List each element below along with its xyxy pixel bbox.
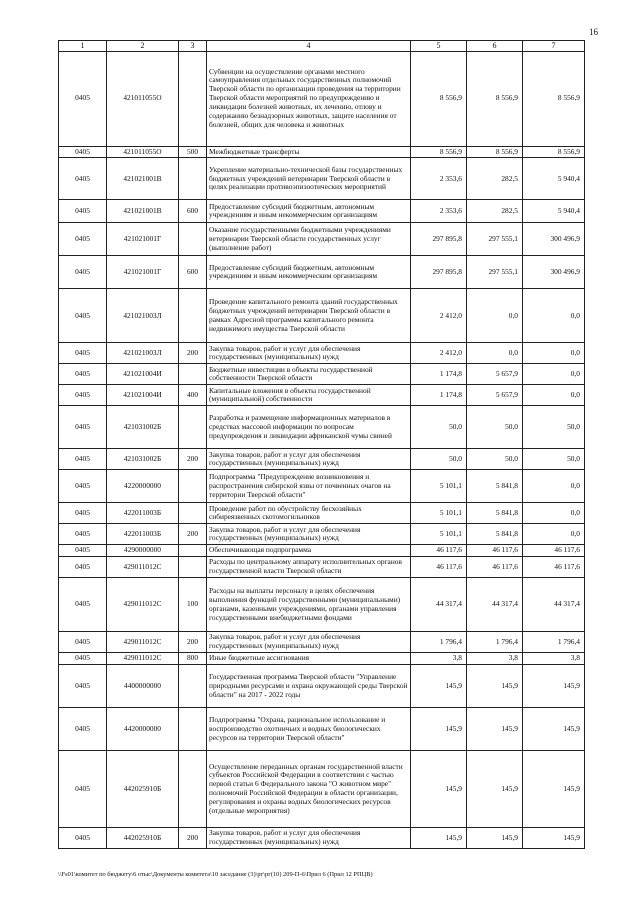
- amount-cell: 0,0: [523, 343, 585, 364]
- description-cell: Закупка товаров, работ и услуг для обеспечения государственных (муниципальных) нужд: [207, 828, 411, 849]
- amount-cell: 145,9: [467, 828, 523, 849]
- amount-cell: 145,9: [411, 828, 467, 849]
- amount-cell: 1 174,8: [411, 364, 467, 385]
- expense-type-cell: 200: [179, 632, 207, 653]
- description-cell: Закупка товаров, работ и услуг для обеспечения государственных (муниципальных) нужд: [207, 632, 411, 653]
- amount-cell: 8 556,9: [467, 146, 523, 158]
- description-cell: Расходы на выплаты персоналу в целях обеспечения выполнения функций государственными (муниципальными) органами, казенными учреждениями, органами управления государственными внебюджетными фондами: [207, 578, 411, 632]
- amount-cell: 145,9: [411, 751, 467, 828]
- amount-cell: 282,5: [467, 200, 523, 223]
- amount-cell: 0,0: [523, 524, 585, 545]
- target-article-cell: 421011055О: [107, 51, 179, 146]
- target-article-cell: 429011012С: [107, 632, 179, 653]
- expense-type-cell: [179, 708, 207, 751]
- section-code-cell: 0405: [59, 632, 107, 653]
- amount-cell: 5 841,8: [467, 470, 523, 503]
- amount-cell: 145,9: [523, 708, 585, 751]
- table-row: [59, 364, 585, 385]
- amount-cell: 5 101,1: [411, 470, 467, 503]
- amount-cell: 44 317,4: [523, 578, 585, 632]
- section-code-cell: 0405: [59, 828, 107, 849]
- table-row: [59, 343, 585, 364]
- table-row: [59, 200, 585, 223]
- table-row: [59, 557, 585, 578]
- table-row: [59, 449, 585, 470]
- table-row: [59, 524, 585, 545]
- table-row: [59, 578, 585, 632]
- target-article-cell: 421011055О: [107, 146, 179, 158]
- target-article-cell: 421021001Г: [107, 223, 179, 256]
- section-code-cell: 0405: [59, 503, 107, 524]
- description-cell: Оказание государственными бюджетными учреждениями ветеринарии Тверской области государственных услуг (выполнение работ): [207, 223, 411, 256]
- expense-type-cell: [179, 364, 207, 385]
- table-header-row: [59, 41, 585, 52]
- target-article-cell: 421021003Л: [107, 343, 179, 364]
- section-code-cell: 0405: [59, 364, 107, 385]
- amount-cell: 2 353,6: [411, 200, 467, 223]
- amount-cell: 46 117,6: [411, 557, 467, 578]
- table-row: [59, 653, 585, 665]
- amount-cell: 50,0: [411, 406, 467, 449]
- column-header: 4: [207, 41, 411, 52]
- target-article-cell: 421031002Б: [107, 406, 179, 449]
- table-row: [59, 632, 585, 653]
- expense-type-cell: 800: [179, 653, 207, 665]
- description-cell: Межбюджетные трансферты: [207, 146, 411, 158]
- description-cell: Укрепление материально-технической базы государственных бюджетных учреждений ветеринарии Тверской области в целях реализации противоэпизоотических мероприятий: [207, 158, 411, 200]
- table-row: [59, 51, 585, 146]
- amount-cell: 145,9: [411, 665, 467, 708]
- amount-cell: 5 101,1: [411, 503, 467, 524]
- section-code-cell: 0405: [59, 289, 107, 343]
- amount-cell: 8 556,9: [467, 51, 523, 146]
- expense-type-cell: 500: [179, 146, 207, 158]
- table-row: [59, 158, 585, 200]
- column-header: 5: [411, 41, 467, 52]
- amount-cell: 0,0: [467, 289, 523, 343]
- section-code-cell: 0405: [59, 200, 107, 223]
- expense-type-cell: [179, 289, 207, 343]
- amount-cell: 297 555,1: [467, 256, 523, 289]
- section-code-cell: 0405: [59, 578, 107, 632]
- file-path-footer: \\Fs01\комитет по бюджету\6 отыс\Документы комитета\10 заседание (3)\рг\рг(10) 209-П-6\Прил 6 (Прил 12 РПЦВ): [58, 871, 373, 878]
- expense-type-cell: 100: [179, 578, 207, 632]
- amount-cell: 145,9: [467, 751, 523, 828]
- expense-type-cell: 600: [179, 256, 207, 289]
- description-cell: Разработка и размещение информационных материалов в средствах массовой информации по вопросам предупреждения и ликвидации африканской чумы свиней: [207, 406, 411, 449]
- expense-type-cell: [179, 470, 207, 503]
- amount-cell: 2 412,0: [411, 343, 467, 364]
- section-code-cell: 0405: [59, 256, 107, 289]
- section-code-cell: 0405: [59, 665, 107, 708]
- target-article-cell: 421021001В: [107, 158, 179, 200]
- amount-cell: 46 117,6: [467, 545, 523, 557]
- description-cell: Осуществление переданных органам государственной власти субъектов Российской Федерации в соответствии с частью первой статьи 6 Федерального закона "О животном мире" полномочий Российской Федерации в области организации, регулирования и охраны водных биологических ресурсов (отдельные мероприятия): [207, 751, 411, 828]
- expense-type-cell: 600: [179, 200, 207, 223]
- expense-type-cell: [179, 158, 207, 200]
- description-cell: Расходы по центральному аппарату исполнительных органов государственной власти Тверской области: [207, 557, 411, 578]
- amount-cell: 300 496,9: [523, 223, 585, 256]
- description-cell: Закупка товаров, работ и услуг для обеспечения государственных (муниципальных) нужд: [207, 524, 411, 545]
- description-cell: Бюджетные инвестиции в объекты государственной собственности Тверской области: [207, 364, 411, 385]
- column-header: 7: [523, 41, 585, 52]
- description-cell: Капитальные вложения в объекты государственной (муниципальной) собственности: [207, 385, 411, 406]
- amount-cell: 5 940,4: [523, 158, 585, 200]
- amount-cell: 8 556,9: [411, 51, 467, 146]
- amount-cell: 0,0: [523, 470, 585, 503]
- section-code-cell: 0405: [59, 751, 107, 828]
- description-cell: Проведение работ по обустройству бесхозяйных сибиреязвенных скотомогильников: [207, 503, 411, 524]
- target-article-cell: 421021001В: [107, 200, 179, 223]
- section-code-cell: 0405: [59, 524, 107, 545]
- expense-type-cell: [179, 503, 207, 524]
- table-row: [59, 256, 585, 289]
- target-article-cell: 421031002Б: [107, 449, 179, 470]
- description-cell: Субвенции на осуществление органами местного самоуправления отдельных государственных полномочий Тверской области по организации проведения на территории Тверской области мероприятий по предупреждению и ликвидации болезней животных, их лечению, отлову и содержанию безнадзорных животных, защите населения от болезней, общих для человека и животных: [207, 51, 411, 146]
- amount-cell: 5 841,8: [467, 524, 523, 545]
- description-cell: Иные бюджетные ассигнования: [207, 653, 411, 665]
- table-row: [59, 406, 585, 449]
- column-header: 2: [107, 41, 179, 52]
- amount-cell: 50,0: [467, 406, 523, 449]
- amount-cell: 1 796,4: [411, 632, 467, 653]
- target-article-cell: 421021004И: [107, 385, 179, 406]
- amount-cell: 3,8: [523, 653, 585, 665]
- amount-cell: 8 556,9: [523, 51, 585, 146]
- amount-cell: 50,0: [523, 406, 585, 449]
- expense-type-cell: [179, 665, 207, 708]
- amount-cell: 50,0: [523, 449, 585, 470]
- section-code-cell: 0405: [59, 545, 107, 557]
- target-article-cell: 422011003Б: [107, 524, 179, 545]
- expense-type-cell: 400: [179, 385, 207, 406]
- amount-cell: 297 555,1: [467, 223, 523, 256]
- table-row: [59, 289, 585, 343]
- amount-cell: 2 353,6: [411, 158, 467, 200]
- expense-type-cell: [179, 223, 207, 256]
- budget-table: [58, 40, 585, 849]
- amount-cell: 5 657,9: [467, 364, 523, 385]
- expense-type-cell: 200: [179, 828, 207, 849]
- section-code-cell: 0405: [59, 449, 107, 470]
- amount-cell: 0,0: [523, 503, 585, 524]
- amount-cell: 145,9: [467, 665, 523, 708]
- target-article-cell: 4290000000: [107, 545, 179, 557]
- table-row: [59, 470, 585, 503]
- section-code-cell: 0405: [59, 146, 107, 158]
- target-article-cell: 429011012С: [107, 578, 179, 632]
- amount-cell: 0,0: [523, 289, 585, 343]
- table-row: [59, 545, 585, 557]
- table-row: [59, 708, 585, 751]
- description-cell: Государственная программа Тверской области "Управление природными ресурсами и охрана окружающей среды Тверской области" на 2017 - 2022 годы: [207, 665, 411, 708]
- expense-type-cell: [179, 406, 207, 449]
- amount-cell: 44 317,4: [467, 578, 523, 632]
- table-row: [59, 146, 585, 158]
- amount-cell: 8 556,9: [523, 146, 585, 158]
- target-article-cell: 422011003Б: [107, 503, 179, 524]
- expense-type-cell: [179, 51, 207, 146]
- section-code-cell: 0405: [59, 708, 107, 751]
- amount-cell: 46 117,6: [523, 545, 585, 557]
- expense-type-cell: 200: [179, 449, 207, 470]
- amount-cell: 1 796,4: [523, 632, 585, 653]
- amount-cell: 297 895,8: [411, 223, 467, 256]
- section-code-cell: 0405: [59, 406, 107, 449]
- target-article-cell: 421021001Г: [107, 256, 179, 289]
- amount-cell: 46 117,6: [523, 557, 585, 578]
- section-code-cell: 0405: [59, 653, 107, 665]
- column-header: 6: [467, 41, 523, 52]
- page-number: 16: [589, 27, 598, 37]
- amount-cell: 5 841,8: [467, 503, 523, 524]
- amount-cell: 5 940,4: [523, 200, 585, 223]
- target-article-cell: 429011012С: [107, 557, 179, 578]
- table-row: [59, 223, 585, 256]
- amount-cell: 1 174,8: [411, 385, 467, 406]
- amount-cell: 282,5: [467, 158, 523, 200]
- expense-type-cell: [179, 751, 207, 828]
- amount-cell: 0,0: [523, 385, 585, 406]
- target-article-cell: 442025910Б: [107, 828, 179, 849]
- table-row: [59, 385, 585, 406]
- amount-cell: 46 117,6: [411, 545, 467, 557]
- target-article-cell: 4400000000: [107, 665, 179, 708]
- section-code-cell: 0405: [59, 470, 107, 503]
- description-cell: Предоставление субсидий бюджетным, автономным учреждениям и иным некоммерческим организациям: [207, 256, 411, 289]
- amount-cell: 5 101,1: [411, 524, 467, 545]
- table-row: [59, 828, 585, 849]
- column-header: 1: [59, 41, 107, 52]
- expense-type-cell: 200: [179, 524, 207, 545]
- description-cell: Предоставление субсидий бюджетным, автономным учреждениям и иным некоммерческим организациям: [207, 200, 411, 223]
- amount-cell: 145,9: [523, 665, 585, 708]
- amount-cell: 145,9: [411, 708, 467, 751]
- expense-type-cell: [179, 545, 207, 557]
- amount-cell: 145,9: [523, 751, 585, 828]
- amount-cell: 8 556,9: [411, 146, 467, 158]
- section-code-cell: 0405: [59, 158, 107, 200]
- amount-cell: 0,0: [523, 364, 585, 385]
- section-code-cell: 0405: [59, 223, 107, 256]
- section-code-cell: 0405: [59, 343, 107, 364]
- description-cell: Закупка товаров, работ и услуг для обеспечения государственных (муниципальных) нужд: [207, 343, 411, 364]
- amount-cell: 3,8: [411, 653, 467, 665]
- amount-cell: 44 317,4: [411, 578, 467, 632]
- section-code-cell: 0405: [59, 51, 107, 146]
- target-article-cell: 4220000000: [107, 470, 179, 503]
- target-article-cell: 421021004И: [107, 364, 179, 385]
- description-cell: Подпрограмма "Охрана, рациональное использование и воспроизводство охотничьих и водных биологических ресурсов на территории Тверской области": [207, 708, 411, 751]
- column-header: 3: [179, 41, 207, 52]
- amount-cell: 300 496,9: [523, 256, 585, 289]
- amount-cell: 0,0: [467, 343, 523, 364]
- amount-cell: 2 412,0: [411, 289, 467, 343]
- expense-type-cell: [179, 557, 207, 578]
- table-row: [59, 503, 585, 524]
- amount-cell: 3,8: [467, 653, 523, 665]
- amount-cell: 50,0: [467, 449, 523, 470]
- expense-type-cell: 200: [179, 343, 207, 364]
- amount-cell: 50,0: [411, 449, 467, 470]
- description-cell: Закупка товаров, работ и услуг для обеспечения государственных (муниципальных) нужд: [207, 449, 411, 470]
- section-code-cell: 0405: [59, 385, 107, 406]
- target-article-cell: 429011012С: [107, 653, 179, 665]
- amount-cell: 5 657,9: [467, 385, 523, 406]
- amount-cell: 46 117,6: [467, 557, 523, 578]
- description-cell: Обеспечивающая подпрограмма: [207, 545, 411, 557]
- description-cell: Проведение капитального ремонта зданий государственных бюджетных учреждений ветеринарии Тверской области в рамках Адресной программы капитального ремонта недвижимого имущества Тверской области: [207, 289, 411, 343]
- amount-cell: 145,9: [523, 828, 585, 849]
- table-row: [59, 665, 585, 708]
- target-article-cell: 442025910Б: [107, 751, 179, 828]
- target-article-cell: 4420000000: [107, 708, 179, 751]
- target-article-cell: 421021003Л: [107, 289, 179, 343]
- section-code-cell: 0405: [59, 557, 107, 578]
- description-cell: Подпрограмма "Предупреждение возникновения и распространения сибирской язвы от почвенных очагов на территории Тверской области": [207, 470, 411, 503]
- table-row: [59, 751, 585, 828]
- amount-cell: 1 796,4: [467, 632, 523, 653]
- amount-cell: 145,9: [467, 708, 523, 751]
- amount-cell: 297 895,8: [411, 256, 467, 289]
